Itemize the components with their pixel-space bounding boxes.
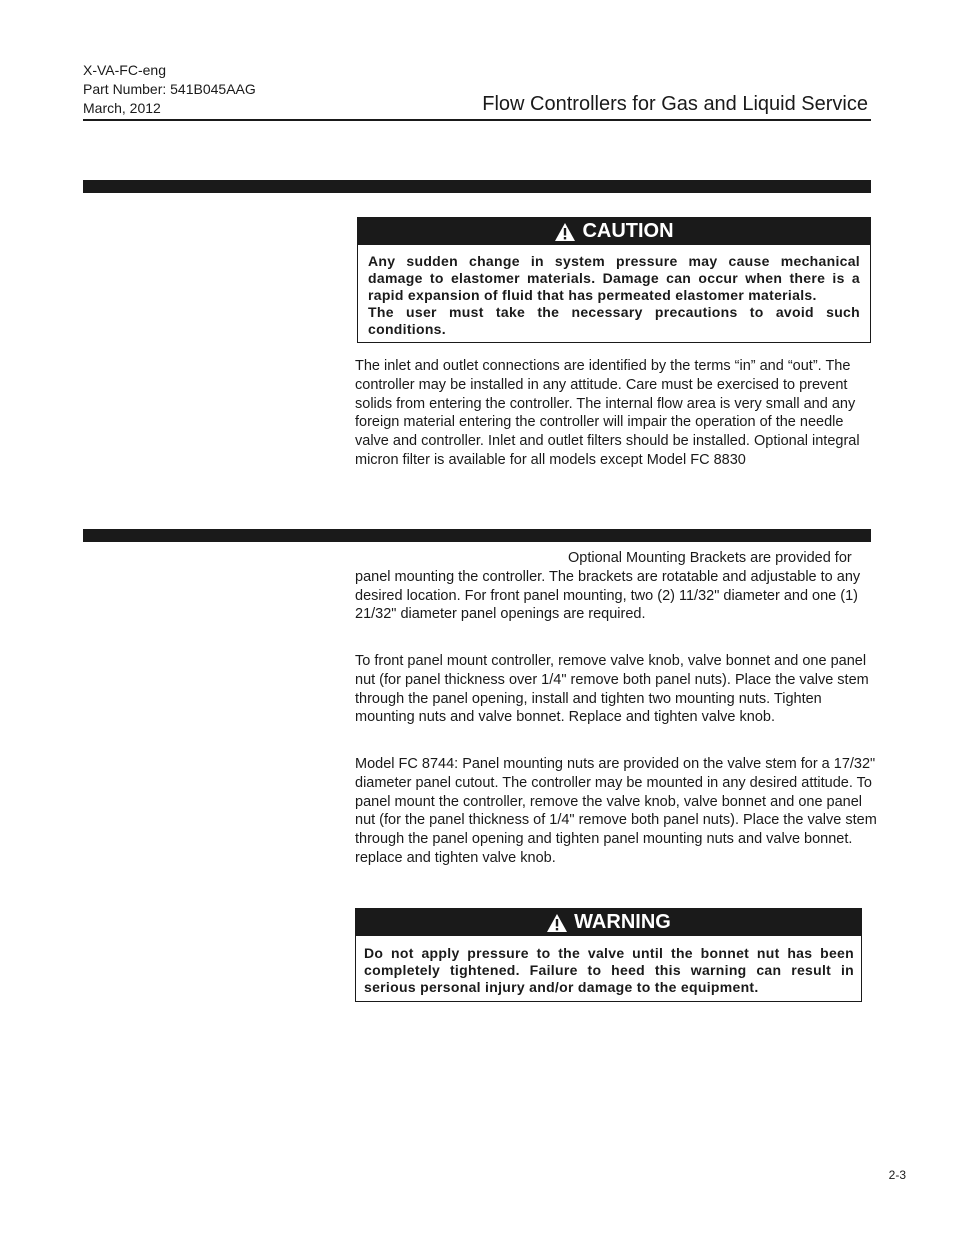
mounting-para1-lead: Optional Mounting Brackets are provided for <box>568 550 852 566</box>
warning-header <box>356 909 861 936</box>
mounting-para1-rest: panel mounting the controller. The brackets are rotatable and adjustable to any desired location. For front panel mounting, two (2) 11/32" diameter and one (1) 21/32" diameter panel openings are required. <box>355 568 861 623</box>
page-number: 2-3 <box>888 1168 906 1182</box>
caution-text <box>358 245 870 338</box>
mounting-paragraph-3: Model FC 8744: Panel mounting nuts are provided on the valve stem for a 17/32" diameter panel cutout. The controller may be mounted in any desired attitude. To panel mount the controller, remove the valve knob, valve bonnet and one panel nut (for the panel thickness of 1/4" remove both panel nuts). Place the valve stem through the panel opening and tighten panel mounting nuts and valve bonnet. replace and tighten valve knob. <box>355 756 877 866</box>
warning-triangle-icon <box>554 222 576 242</box>
page-title: Flow Controllers for Gas and Liquid Service <box>482 93 868 115</box>
part-number: Part Number: 541B045AAG <box>83 81 256 97</box>
caution-box <box>357 217 871 343</box>
warning-text: Do not apply pressure to the valve until the bonnet nut has been completely tightened. Failure to heed this warning can result in serious personal injury and/or damage to the equipment. <box>364 945 854 995</box>
caution-line-2: The user must take the necessary precautions to avoid such conditions. <box>368 304 860 337</box>
doc-date: March, 2012 <box>83 100 161 116</box>
installation-paragraph: The inlet and outlet connections are identified by the terms “in” and “out”. The controller may be installed in any attitude. Care must be exercised to prevent solids from entering the controller. The internal flow area is very small and any foreign material entering the controller will impair the operation of the needle valve and controller. Inlet and outlet filters should be installed. Optional integral micron filter is available for all models except Model FC 8830 <box>355 358 860 468</box>
section-bar-installation <box>83 180 871 193</box>
document-info <box>83 61 256 118</box>
mounting-paragraph-2: To front panel mount controller, remove valve knob, valve bonnet and one panel nut (for panel thickness over 1/4" remove both panel nuts). Place the valve stem through the panel opening, install and tighten two mounting nuts. Tighten mounting nuts and valve bonnet. Replace and tighten valve knob. <box>355 653 869 726</box>
mounting-paragraph-1 <box>355 549 875 624</box>
warning-heading: WARNING <box>574 911 671 933</box>
section-bar-mounting <box>83 529 871 542</box>
warning-box <box>355 908 862 1002</box>
warning-triangle-icon <box>546 913 568 933</box>
caution-header <box>358 218 870 245</box>
doc-code: X-VA-FC-eng <box>83 62 166 78</box>
caution-heading: CAUTION <box>582 220 674 242</box>
caution-line-1: Any sudden change in system pressure may cause mechanical damage to elastomer materials. Damage can occur when there is a rapid expansion of fluid that has permeated elastomer materials. <box>368 253 860 303</box>
header-divider <box>83 119 871 121</box>
